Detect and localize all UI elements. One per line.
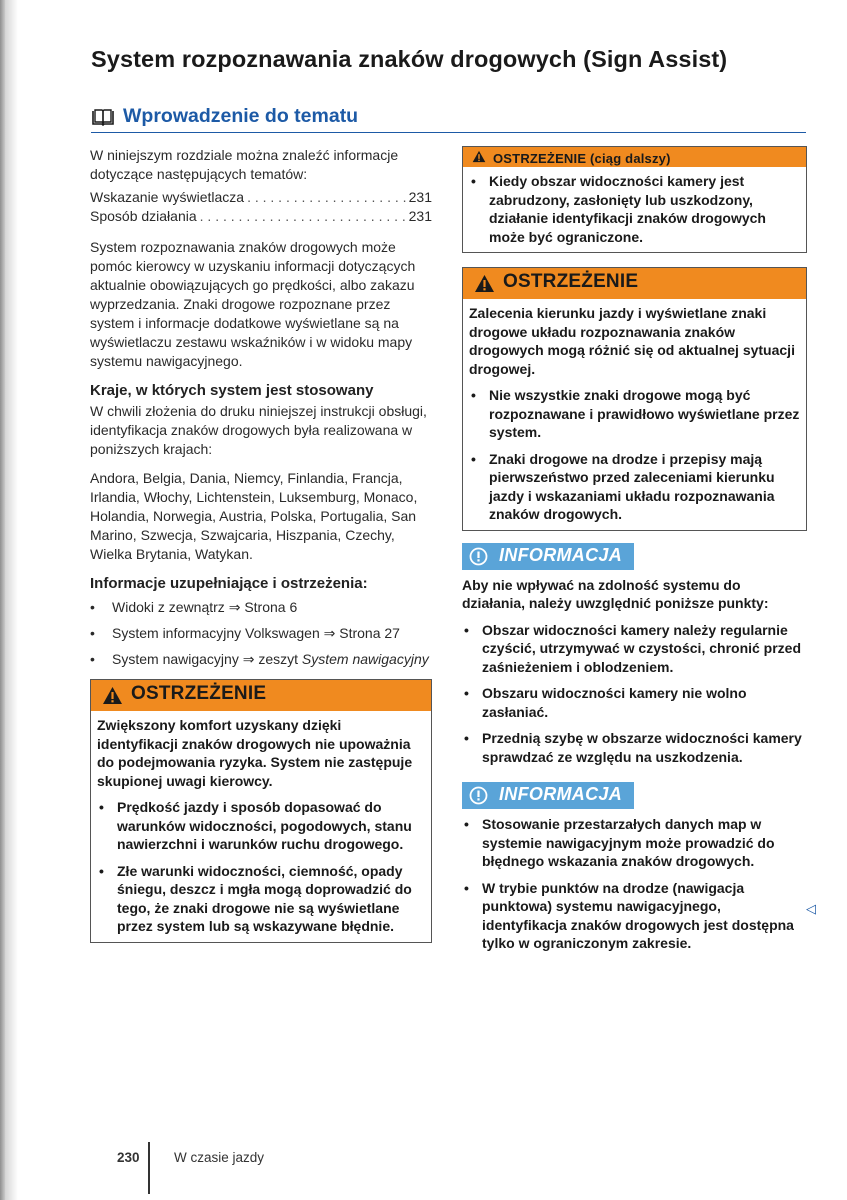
info-bullet: • Przednią szybę w obszarze widoczności kamery sprawdzać ze względu na uszkodzenia.: [462, 729, 807, 766]
list-item[interactable]: [90, 650, 432, 669]
info-label: INFORMACJA: [499, 544, 622, 565]
continue-triangle-icon: ◁: [806, 901, 816, 916]
warning-bullet: • Kiedy obszar widoczności kamery jest zabrudzony, zasłonięty lub uszkodzony, działanie identyfikacji znaków drogowych może być ograniczone.: [469, 172, 801, 246]
info-icon: [469, 786, 488, 805]
book-icon: [91, 108, 115, 126]
warning-text: Zalecenia kierunku jazdy i wyświetlane znaki drogowe układu rozpoznawania znaków drogowych mogą różnić się od aktualnej sytuacji drogowej.: [469, 305, 795, 377]
toc-page: 231: [408, 189, 432, 205]
warning-header: [463, 268, 806, 299]
toc-entry-operation[interactable]: [90, 207, 432, 226]
intro-text: W niniejszym rozdziale można znaleźć informacje dotyczące następujących tematów:: [90, 147, 399, 182]
footer-divider: [148, 1142, 150, 1194]
description-paragraph: System rozpoznawania znaków drogowych może pomóc kierowcy w uzyskaniu informacji dotyczących aktualnie obowiązujących go prędkości, albo zakazu wyprzedzania. Znaki drogowe rozpoznane przez system i informacje dodatkowe wyświetlane są na wyświetlaczu zestawu wskaźników i w widoku mapy systemu nawigacyjnego.: [90, 239, 416, 369]
page-spine-edge: [0, 0, 5, 1200]
left-column: [90, 146, 432, 952]
list-item[interactable]: • System informacyjny Volkswagen ⇒ Strona 27: [90, 624, 432, 643]
toc-page: 231: [408, 208, 432, 224]
list-item[interactable]: • Widoki z zewnątrz ⇒ Strona 6: [90, 598, 432, 617]
warning-continued-body: [463, 167, 806, 252]
warning-label: OSTRZEŻENIE: [503, 271, 639, 292]
info-label: INFORMACJA: [499, 784, 622, 804]
info-bullet: • Obszaru widoczności kamery nie wolno zasłaniać.: [462, 684, 807, 721]
countries-intro: W chwili złożenia do druku niniejszej instrukcji obsługi, identyfikacja znaków drogowych była realizowana w poniższych krajach:: [90, 403, 427, 457]
toc-leader: [200, 207, 406, 226]
list-item-italic: System nawigacyjny: [301, 651, 429, 667]
info-header-2: [462, 782, 634, 809]
page-title: System rozpoznawania znaków drogowych (Sign Assist): [91, 46, 728, 72]
warning-bullet: • Złe warunki widoczności, ciemność, opady śniegu, deszcz i mgła mogą doprowadzić do tego, że znaki drogowe nie są wyświetlane przez system lub są wskazywane błędnie.: [97, 862, 426, 936]
list-item-text: System nawigacyjny ⇒ zeszyt: [112, 651, 302, 667]
section-heading-text: Wprowadzenie do tematu: [123, 105, 359, 127]
info-header: [462, 543, 634, 570]
warning-header: [91, 680, 431, 711]
info-icon: [469, 547, 488, 566]
warning-box-2: [462, 267, 807, 531]
warning-continued-label: OSTRZEŻENIE (ciąg dalszy): [493, 151, 671, 166]
countries-heading: Kraje, w których system jest stosowany: [90, 382, 374, 399]
warning-body: [463, 299, 806, 530]
info-bullet: • W trybie punktów na drodze (nawigacja punktowa) systemu nawigacyjnego, identyfikacja znaków drogowych jest dostępna tylko w ograniczonym zakresie.: [462, 879, 807, 953]
warning-label: OSTRZEŻENIE: [131, 683, 267, 704]
additional-info-heading: Informacje uzupełniające i ostrzeżenia:: [90, 575, 368, 592]
toc-label: Sposób działania: [90, 208, 197, 224]
info-bullet: • Stosowanie przestarzałych danych map w systemie nawigacyjnym może prowadzić do błędnego wskazania znaków drogowych.: [462, 815, 807, 871]
warning-continued-header: [463, 147, 806, 167]
info-text: Aby nie wpływać na zdolność systemu do działania, należy uwzględnić poniższe punkty:: [462, 576, 769, 611]
warning-triangle-icon: [472, 150, 486, 163]
warning-bullet: • Prędkość jazdy i sposób dopasować do warunków widoczności, pogodowych, stanu nawierzchni i warunków ruchu drogowego.: [97, 798, 426, 854]
page-number: 230: [117, 1150, 140, 1165]
right-column: [462, 146, 807, 961]
info-body: [462, 576, 807, 767]
warning-bullet: • Nie wszystkie znaki drogowe mogą być rozpoznawane i prawidłowo wyświetlane przez system.: [469, 386, 801, 442]
additional-info-list: [90, 598, 432, 669]
warning-box: [90, 679, 432, 943]
info-body-2: [462, 815, 807, 953]
chapter-name: W czasie jazdy: [174, 1150, 265, 1165]
toc-leader: [247, 188, 406, 207]
warning-bullet: • Znaki drogowe na drodze i przepisy mają pierwszeństwo przed zaleceniami kierunku jazdy i wskazaniami układu rozpoznawania znaków drogowych.: [469, 450, 801, 524]
warning-triangle-icon: [474, 274, 495, 293]
section-heading: [91, 104, 806, 133]
info-bullet: • Obszar widoczności kamery należy regularnie czyścić, utrzymywać w czystości, chronić przed zaśnieżeniem i oblodzeniem.: [462, 621, 807, 677]
countries-list: Andora, Belgia, Dania, Niemcy, Finlandia, Francja, Irlandia, Włochy, Lichtenstein, Luksemburg, Monaco, Holandia, Norwegia, Austria, Polska, Portugalia, San Marino, Szwecja, Szwajcaria, Hiszpania, Czechy, Wielka Brytania, Watykan.: [90, 470, 418, 562]
warning-triangle-icon: [102, 686, 123, 705]
warning-continued-box: [462, 146, 807, 253]
page-footer: [117, 1150, 265, 1165]
warning-body: [91, 711, 431, 942]
toc-label: Wskazanie wyświetlacza: [90, 189, 245, 205]
toc-entry-display[interactable]: [90, 188, 432, 207]
warning-text: Zwiększony komfort uzyskany dzięki identyfikacji znaków drogowych nie upoważnia do podejmowania ryzyka. System nie zastępuje skupionej uwagi kierowcy.: [97, 717, 413, 789]
